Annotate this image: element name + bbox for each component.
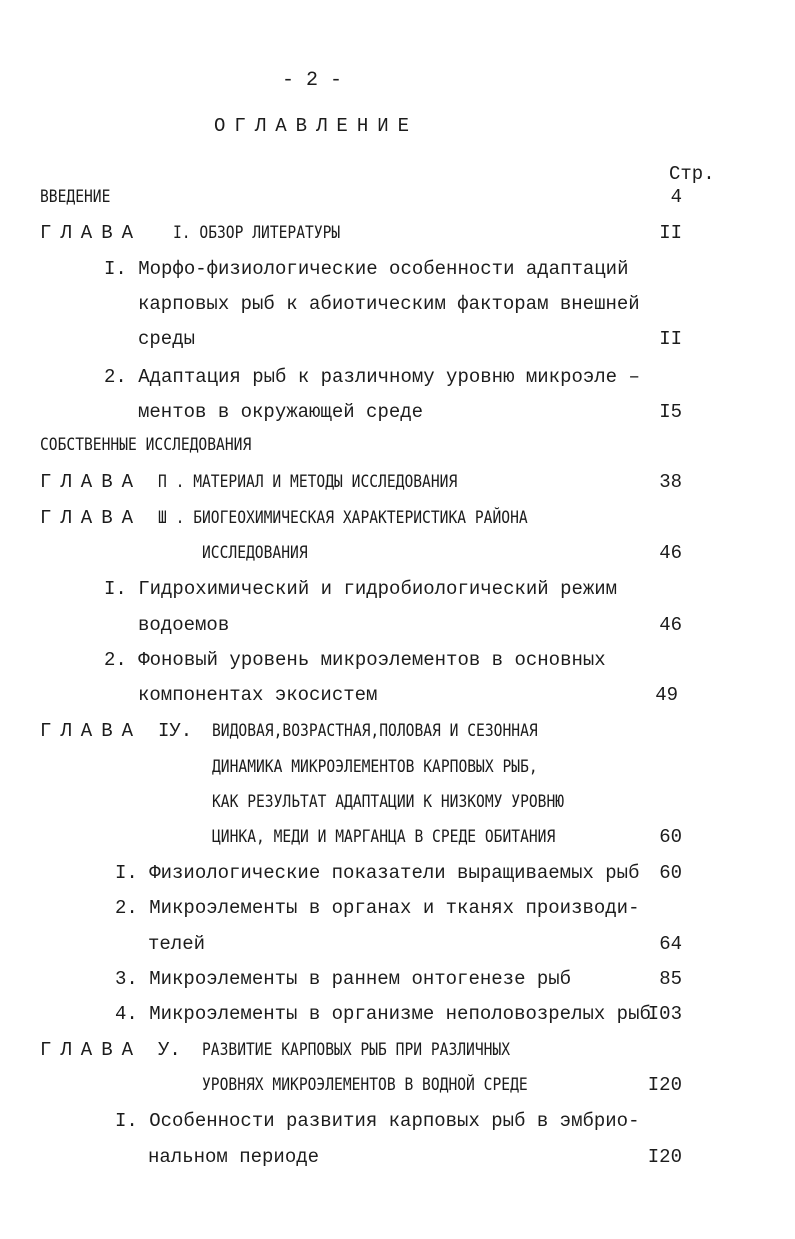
entry-text: 3. Микроэлементы в раннем онтогенезе рыб xyxy=(115,968,572,990)
entry-page: 64 xyxy=(659,933,682,955)
chapter-number: У. xyxy=(158,1039,181,1061)
entry-text-line: ЦИНКА, МЕДИ И МАРГАНЦА В СРЕДЕ ОБИТАНИЯ xyxy=(212,827,556,847)
entry-text-line: РАЗВИТИЕ КАРПОВЫХ РЫБ ПРИ РАЗЛИЧНЫХ xyxy=(202,1040,511,1060)
chapter-label: ГЛАВА xyxy=(40,1039,143,1061)
chapter-number: IУ. xyxy=(158,720,193,742)
entry-text-line: ВИДОВАЯ,ВОЗРАСТНАЯ,ПОЛОВАЯ И СЕЗОННАЯ xyxy=(212,721,538,741)
entry-page: 60 xyxy=(659,826,682,848)
entry-text-line: телей xyxy=(148,933,206,955)
entry-text-line: компонентах экосистем xyxy=(138,684,378,706)
entry-page: I5 xyxy=(659,401,682,423)
chapter-label: ГЛАВА xyxy=(40,222,143,244)
entry-text-line: ментов в окружающей среде xyxy=(138,401,424,423)
entry-text-line: 2. Адаптация рыб к различному уровню микроэле – xyxy=(104,366,640,388)
entry-text-line: 2. Фоновый уровень микроэлементов в основных xyxy=(104,649,606,671)
toc-title: ОГЛАВЛЕНИЕ xyxy=(214,115,419,137)
entry-page: 60 xyxy=(659,862,682,884)
entry-text-line: среды xyxy=(138,328,196,350)
entry-text-line: I. Морфо-физиологические особенности адаптаций xyxy=(104,258,629,280)
entry-page: I20 xyxy=(647,1146,682,1168)
chapter-label: ГЛАВА xyxy=(40,471,143,493)
entry-text-line: ДИНАМИКА МИКРОЭЛЕМЕНТОВ КАРПОВЫХ РЫБ, xyxy=(212,757,538,777)
entry-text: П . МАТЕРИАЛ И МЕТОДЫ ИССЛЕДОВАНИЯ xyxy=(158,472,458,492)
entry-page: I03 xyxy=(647,1003,682,1025)
entry-text-line: нальном периоде xyxy=(148,1146,320,1168)
entry-page: II xyxy=(659,222,682,244)
entry-text-line: КАК РЕЗУЛЬТАТ АДАПТАЦИИ К НИЗКОМУ УРОВНЮ xyxy=(212,792,565,812)
page-column-header: Стр. xyxy=(669,163,715,185)
entry-text: ВВЕДЕНИЕ xyxy=(40,187,111,207)
entry-page: 38 xyxy=(659,471,682,493)
entry-text-line: 2. Микроэлементы в органах и тканях производи- xyxy=(115,897,640,919)
page-number: - 2 - xyxy=(282,69,343,92)
entry-text-line: Ш . БИОГЕОХИМИЧЕСКАЯ ХАРАКТЕРИСТИКА РАЙОНА xyxy=(158,508,528,528)
entry-text: 4. Микроэлементы в организме неполовозрелых рыб xyxy=(115,1003,651,1025)
entry-text-line: I. Гидрохимический и гидробиологический режим xyxy=(104,578,618,600)
entry-text-line: УРОВНЯХ МИКРОЭЛЕМЕНТОВ В ВОДНОЙ СРЕДЕ xyxy=(202,1075,528,1095)
entry-text-line: ИССЛЕДОВАНИЯ xyxy=(202,543,308,563)
entry-text-line: карповых рыб к абиотическим факторам внешней xyxy=(138,293,640,315)
entry-text: I. Физиологические показатели выращиваемых рыб xyxy=(115,862,640,884)
entry-page: 4 xyxy=(670,186,682,208)
chapter-label: ГЛАВА xyxy=(40,720,143,742)
entry-page: II xyxy=(659,328,682,350)
entry-page: I20 xyxy=(647,1074,682,1096)
entry-text-line: I. Особенности развития карповых рыб в эмбрио- xyxy=(115,1110,640,1132)
entry-page: 85 xyxy=(659,968,682,990)
entry-page: 46 xyxy=(659,614,682,636)
entry-page: 49 xyxy=(655,684,678,706)
chapter-label: ГЛАВА xyxy=(40,507,143,529)
entry-text: СОБСТВЕННЫЕ ИССЛЕДОВАНИЯ xyxy=(40,435,252,455)
entry-page: 46 xyxy=(659,542,682,564)
entry-text: I. ОБЗОР ЛИТЕРАТУРЫ xyxy=(173,223,341,243)
entry-text-line: водоемов xyxy=(138,614,230,636)
